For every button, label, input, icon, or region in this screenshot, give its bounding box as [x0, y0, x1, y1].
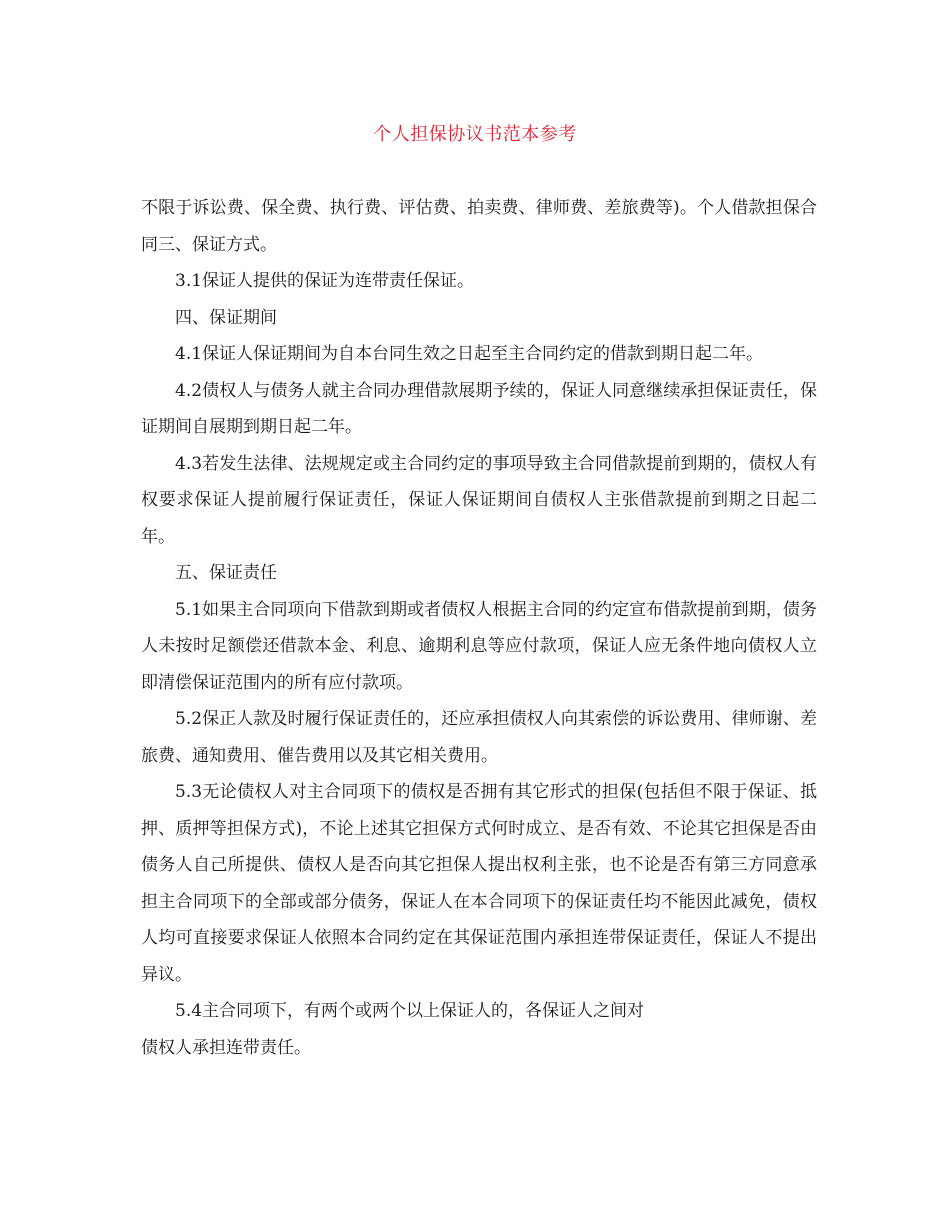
paragraph: 不限于诉讼费、保全费、执行费、评估费、拍卖费、律师费、差旅费等)。个人借款担保合同三、保证方式。: [141, 198, 817, 255]
paragraph: 4.1保证人保证期间为自本台同生效之日起至主合同约定的借款到期日起二年。: [175, 344, 764, 364]
section-heading: 五、保证责任: [175, 563, 277, 583]
paragraph: 4.3若发生法律、法规规定或主合同约定的事项导致主合同借款提前到期的，债权人有权要求保证人提前履行保证责任，保证人保证期间自债权人主张借款提前到期之日起二年。: [141, 453, 817, 547]
paragraph-tail-line: 债权人承担连带责任。: [141, 1037, 311, 1058]
paragraph: 5.1如果主合同项向下借款到期或者债权人根据主合同的约定宣布借款提前到期，债务人未按时足额偿还借款本金、利息、逾期利息等应付款项，保证人应无条件地向债权人立即清偿保证范围内的所有应付款项。: [141, 599, 817, 693]
paragraph: 5.2保正人款及时履行保证责任的，还应承担债权人向其索偿的诉讼费用、律师谢、差旅费、通知费用、催告费用以及其它相关费用。: [141, 709, 817, 766]
paragraph: 5.4主合同项下，有两个或两个以上保证人的，各保证人之间对: [175, 1001, 645, 1021]
document-title: 个人担保协议书范本参考: [373, 124, 577, 145]
paragraph: 4.2债权人与债务人就主合同办理借款展期予续的，保证人同意继续承担保证责任，保证期间自展期到期日起二年。: [141, 380, 817, 437]
paragraph: 3.1保证人提供的保证为连带责任保证。: [175, 271, 475, 291]
document-body: [141, 190, 817, 1066]
paragraph: 5.3无论债权人对主合同项下的债权是否拥有其它形式的担保(包括但不限于保证、抵押、质押等担保方式)，不论上述其它担保方式何时成立、是否有效、不论其它担保是否由债务人自己所提供、债权人是否向其它担保人提出权利主张，也不论是否有第三方同意承担主合同项下的全部或部分债务，保证人在本合同项下的保证责任均不能因此减免，债权人均可直接要求保证人依照本合同约定在其保证范围内承担连带保证责任，保证人不提出异议。: [141, 782, 817, 985]
section-heading: 四、保证期间: [175, 307, 277, 328]
